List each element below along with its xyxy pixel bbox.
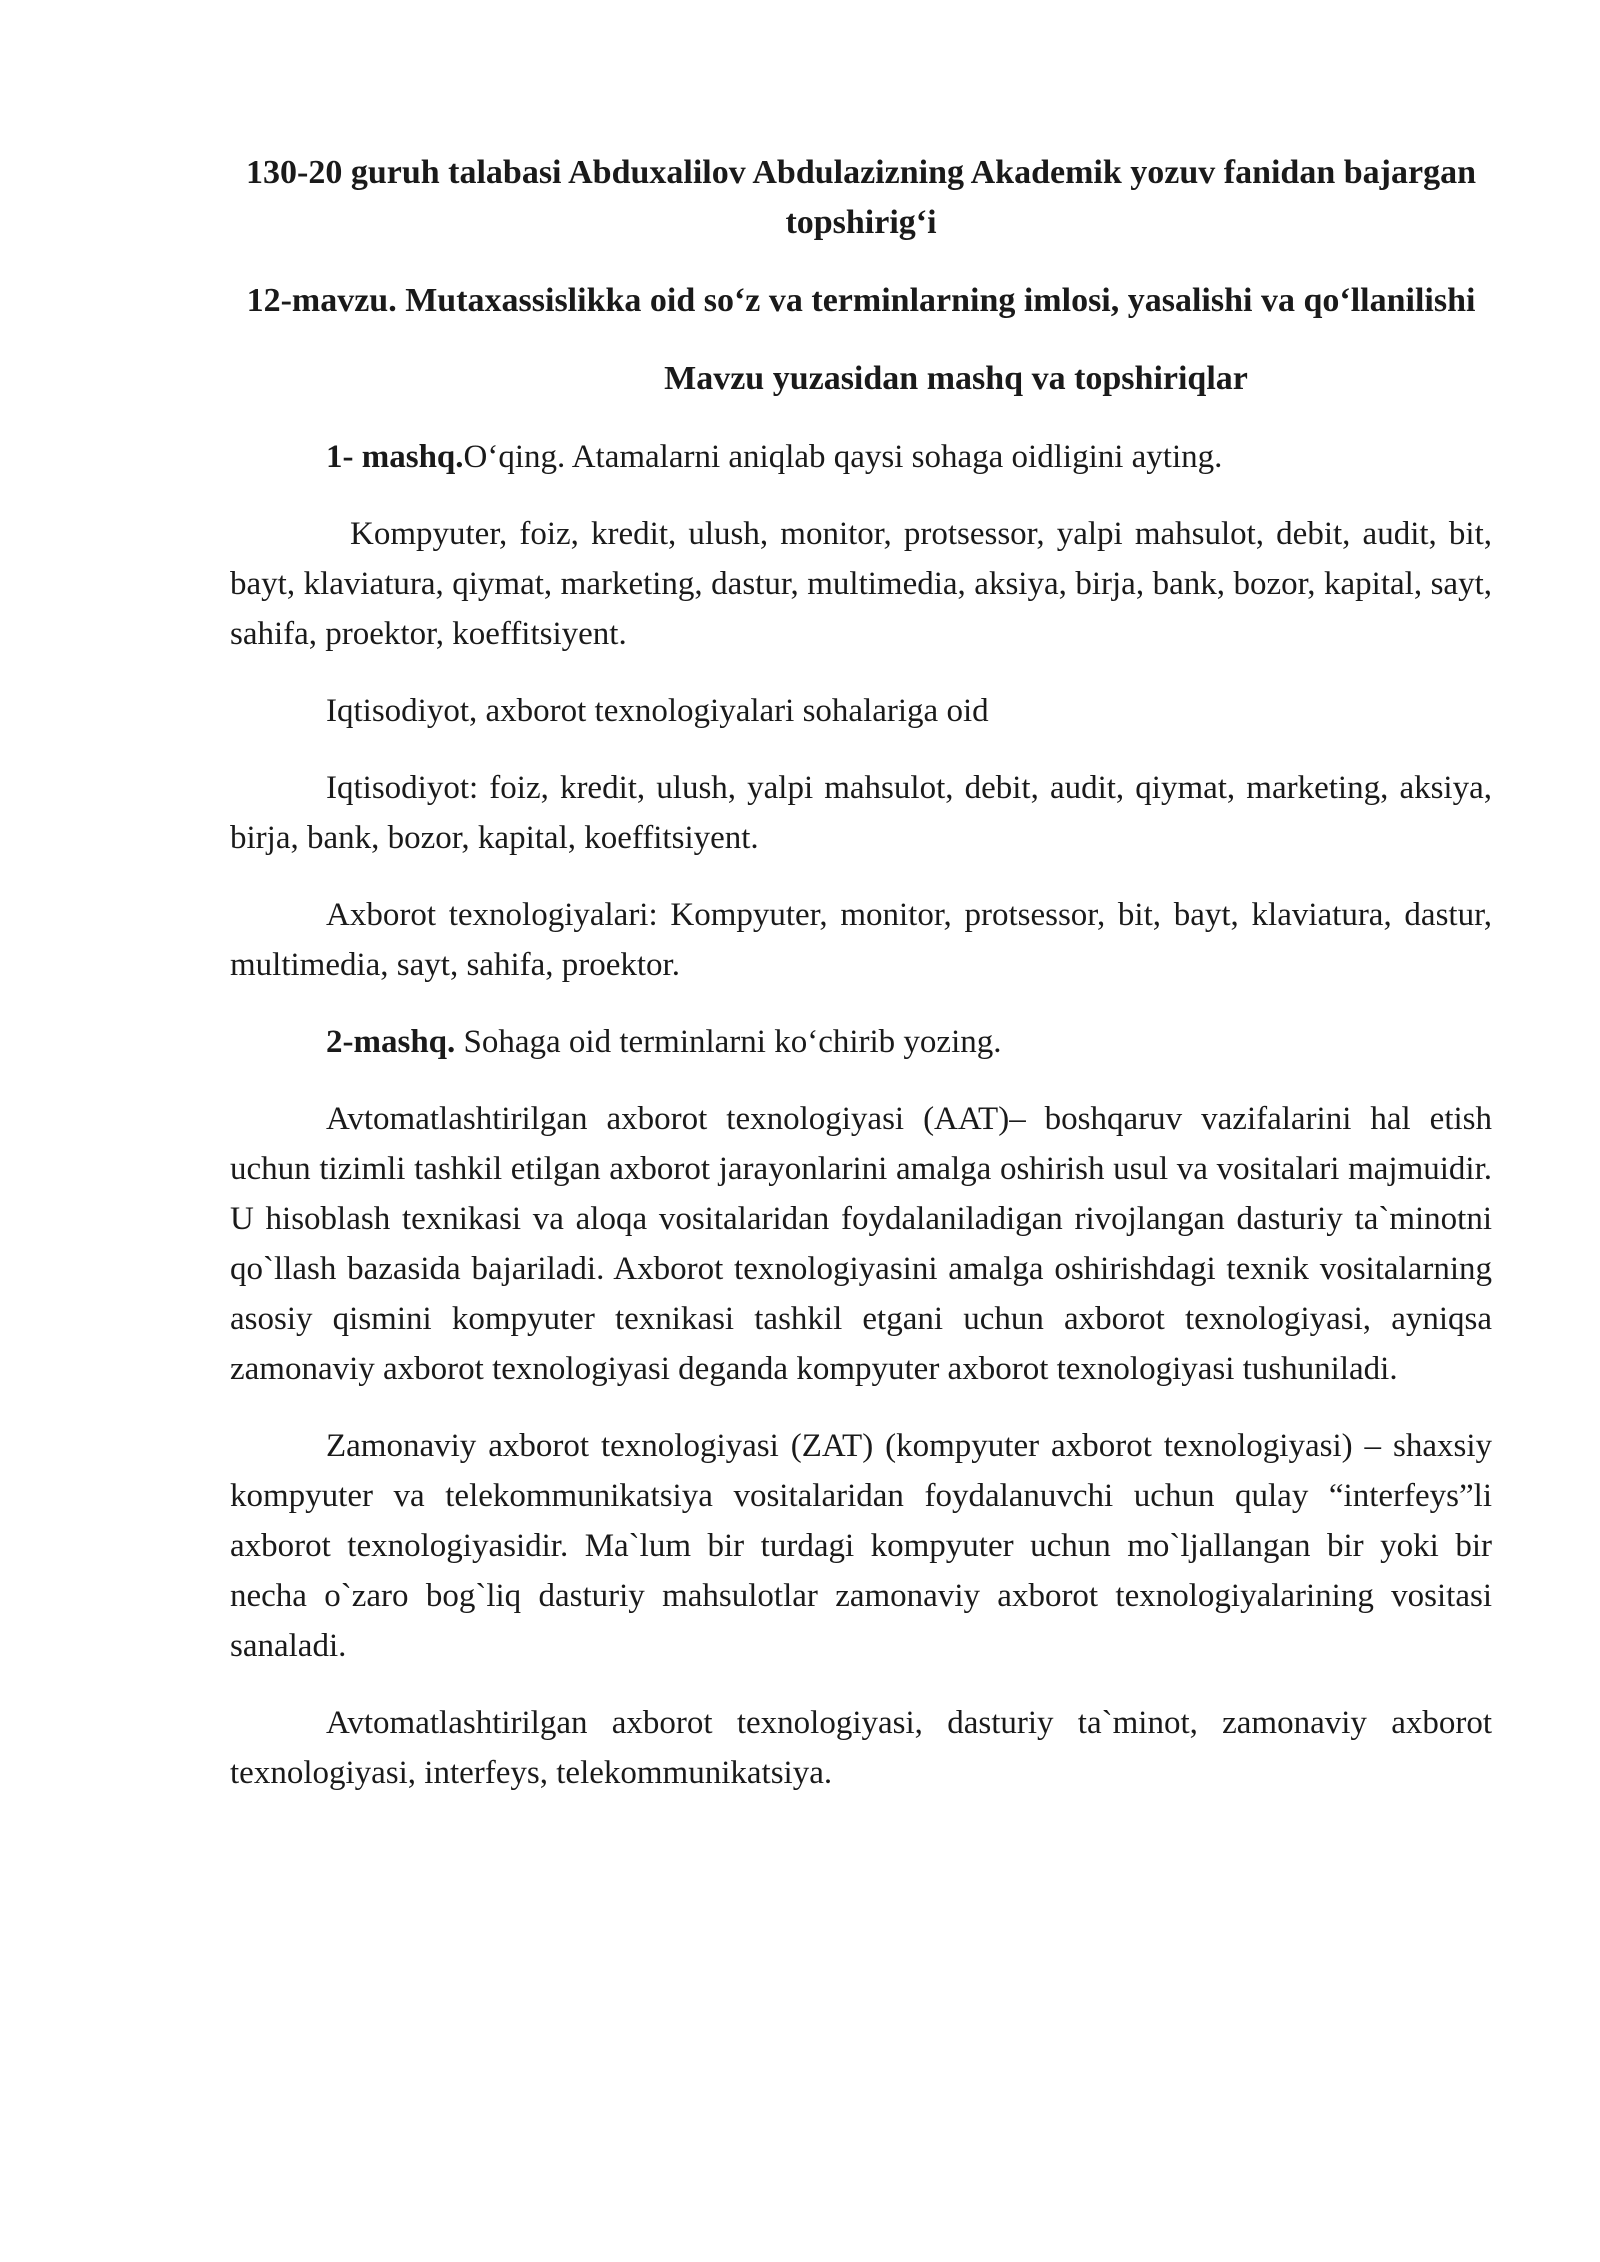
- document-page: [230, 148, 1492, 1825]
- exercise-1-label: 1- mashq.: [326, 439, 464, 475]
- exercise-2-instruction: Sohaga oid terminlarni ko‘chirib yozing.: [455, 1024, 1002, 1060]
- economics-terms-paragraph: Iqtisodiyot: foiz, kredit, ulush, yalpi mahsulot, debit, audit, qiymat, marketing, aksiya, birja, bank, bozor, kapital, koeffitsiyent.: [230, 770, 1492, 856]
- terms-summary-paragraph: Avtomatlashtirilgan axborot texnologiyasi, dasturiy ta`minot, zamonaviy axborot texnologiyasi, interfeys, telekommunikatsiya.: [230, 1705, 1492, 1791]
- topic-title: 12-mavzu. Mutaxassislikka oid so‘z va terminlarning imlosi, yasalishi va qo‘llanilishi: [246, 282, 1476, 319]
- aat-definition-paragraph: Avtomatlashtirilgan axborot texnologiyasi (AAT)– boshqaruv vazifalarini hal etish uchun tizimli tashkil etilgan axborot jarayonlarini amalga oshirish usul va vositalari majmuidir. U hisoblash texnikasi va aloqa vositalaridan foydalaniladigan rivojlangan dasturiy ta`minotni qo`llash bazasida bajariladi. Axborot texnologiyasini amalga oshirishdagi texnik vositalarning asosiy qismini kompyuter texnikasi tashkil etgani uchun axborot texnologiyasi, ayniqsa zamonaviy axborot texnologiyasi deganda kompyuter axborot texnologiyasi tushuniladi.: [230, 1101, 1492, 1387]
- exercise-1-instruction: O‘qing. Atamalarni aniqlab qaysi sohaga oidligini ayting.: [463, 439, 1223, 475]
- exercise-2-label: 2-mashq.: [326, 1024, 456, 1060]
- exercise-1-paragraph: [230, 432, 1492, 482]
- document-title: 130-20 guruh talabasi Abduxalilov Abdulazizning Akademik yozuv fanidan bajargan topshirig‘i: [246, 154, 1476, 241]
- it-terms-paragraph: Axborot texnologiyalari: Kompyuter, monitor, protsessor, bit, bayt, klaviatura, dastur, multimedia, sayt, sahifa, proektor.: [230, 897, 1492, 983]
- section-heading: Mavzu yuzasidan mashq va topshiriqlar: [664, 360, 1248, 397]
- exercise-2-paragraph: [230, 1017, 1492, 1067]
- answer-intro-paragraph: Iqtisodiyot, axborot texnologiyalari sohalariga oid: [326, 693, 989, 729]
- terms-list-paragraph: Kompyuter, foiz, kredit, ulush, monitor, protsessor, yalpi mahsulot, debit, audit, bit, bayt, klaviatura, qiymat, marketing, dastur, multimedia, aksiya, birja, bank, bozor, kapital, sayt, sahifa, proektor, koeffitsiyent.: [230, 516, 1492, 652]
- zat-definition-paragraph: Zamonaviy axborot texnologiyasi (ZAT) (kompyuter axborot texnologiyasi) – shaxsiy kompyuter va telekommunikatsiya vositalaridan foydalanuvchi uchun qulay “interfeys”li axborot texnologiyasidir. Ma`lum bir turdagi kompyuter uchun mo`ljallangan bir yoki bir necha o`zaro bog`liq dasturiy mahsulotlar zamonaviy axborot texnologiyalarining vositasi sanaladi.: [230, 1428, 1492, 1664]
